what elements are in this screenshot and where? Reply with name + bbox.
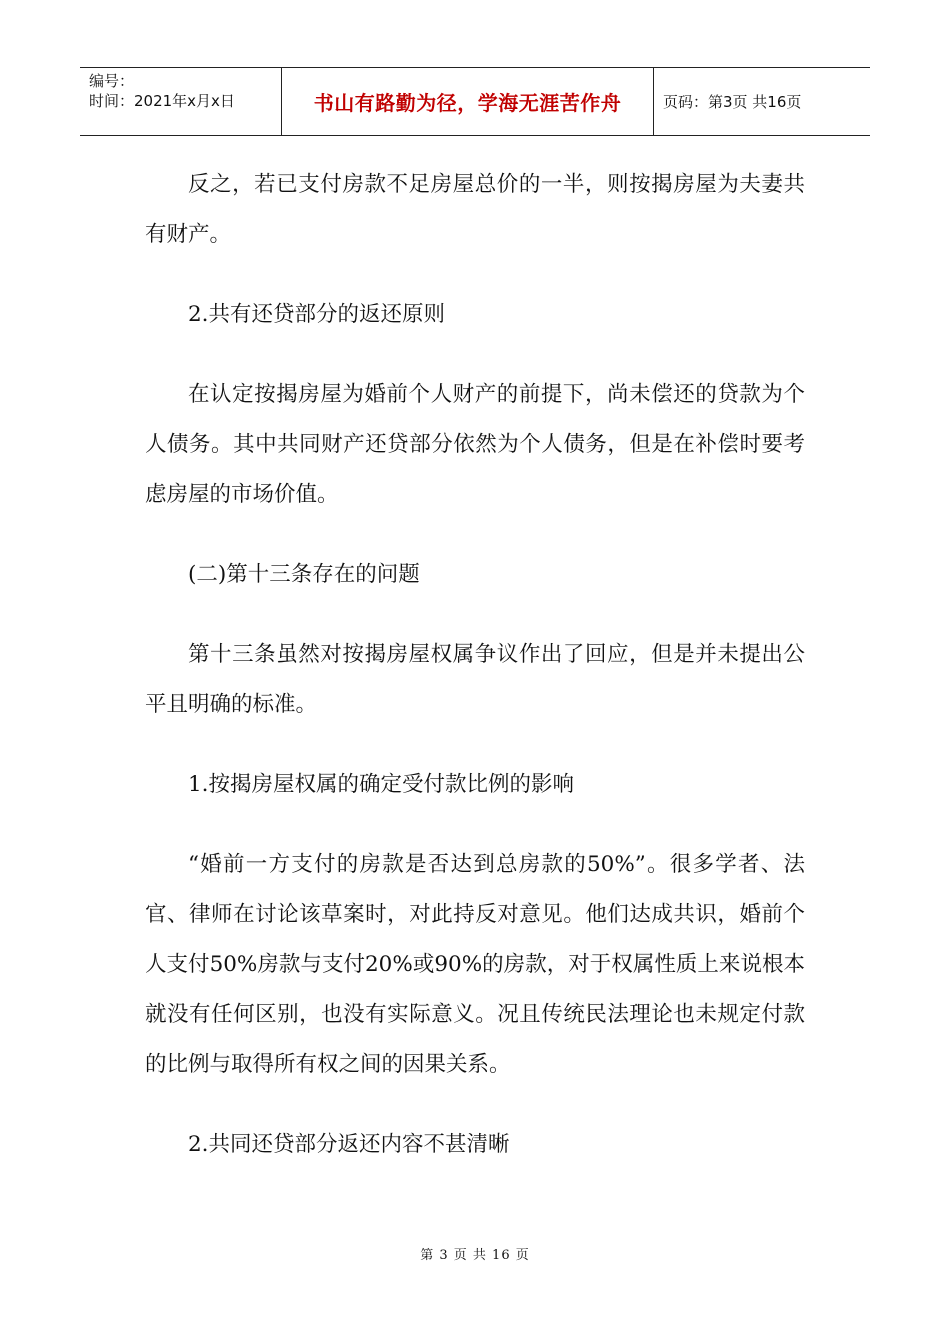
paragraph: 在认定按揭房屋为婚前个人财产的前提下，尚未偿还的贷款为个人债务。其中共同财产还贷部分依然为个人债务，但是在补偿时要考虑房屋的市场价值。 [145, 382, 805, 507]
paragraph: 第十三条虽然对按揭房屋权属争议作出了回应，但是并未提出公平且明确的标准。 [145, 642, 805, 717]
section-heading: 2.共同还贷部分返还内容不甚清晰 [188, 1132, 510, 1157]
date-label: 时间：2021年x月x日 [89, 92, 235, 110]
header-page-info: 页码：第3页 共16页 [663, 93, 802, 111]
page-header [80, 67, 870, 136]
document-body [145, 160, 805, 1170]
section-heading: 1.按揭房屋权属的确定受付款比例的影响 [188, 772, 575, 797]
page-footer: 第 3 页 共 16 页 [420, 1248, 530, 1263]
paragraph: “婚前一方支付的房款是否达到总房款的50%”。很多学者、法官、律师在讨论该草案时，对此持反对意见。他们达成共识，婚前个人支付50%房款与支付20%或90%的房款，对于权属性质上来说根本就没有任何区别，也没有实际意义。况且传统民法理论也未规定付款的比例与取得所有权之间的因果关系。 [145, 852, 805, 1077]
paragraph: 反之，若已支付房款不足房屋总价的一半，则按揭房屋为夫妻共有财产。 [145, 172, 805, 247]
serial-label: 编号： [89, 72, 135, 90]
section-heading: 2.共有还贷部分的返还原则 [188, 302, 446, 327]
header-meta [80, 68, 282, 135]
header-motto: 书山有路勤为径，学海无涯苦作舟 [282, 68, 654, 135]
section-heading: (二)第十三条存在的问题 [188, 562, 420, 587]
